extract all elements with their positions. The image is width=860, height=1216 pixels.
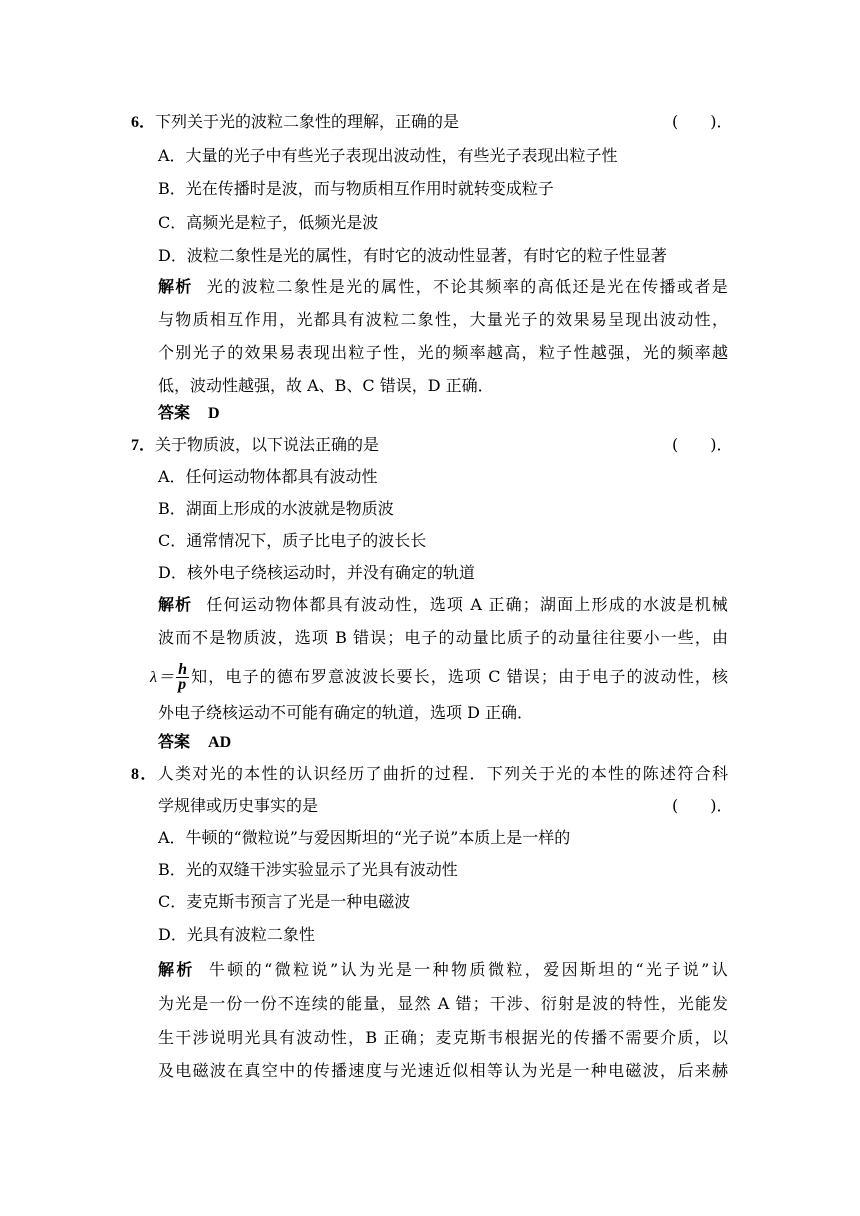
question-7-answer: 答案 AD <box>158 732 232 751</box>
question-8-explanation-line-3: 生干涉说明光具有波动性，B 正确；麦克斯韦根据光的传播不需要介质，以 <box>158 1028 728 1047</box>
question-8-option-c: C．麦克斯韦预言了光是一种电磁波 <box>158 892 411 911</box>
formula-fraction: $\frac{h}{p}$ <box>178 661 188 693</box>
question-8-explanation-line-1: 解析 牛顿的“微粒说”认为光是一种物质微粒，爱因斯坦的“光子说”认 <box>158 960 728 979</box>
question-6-option-b: B．光在传播时是波，而与物质相互作用时就转变成粒子 <box>158 179 554 198</box>
question-7-option-c: C．通常情况下，质子比电子的波长长 <box>158 531 427 550</box>
question-6-explanation-line-3: 个别光子的效果易表现出粒子性，光的频率越高，粒子性越强，光的频率越 <box>158 343 728 362</box>
question-8-explanation-line-2: 为光是一份一份不连续的能量，显然 A 错；干涉、衍射是波的特性，光能发 <box>158 994 728 1013</box>
question-6-explanation-line-1: 解析 光的波粒二象性是光的属性，不论其频率的高低还是光在传播或者是 <box>158 277 728 296</box>
question-7-explanation-line-2: 波而不是物质波，选项 B 错误；电子的动量比质子的动量往往要小一些，由 <box>158 628 728 647</box>
question-8-explanation-line-4: 及电磁波在真空中的传播速度与光速近似相等认为光是一种电磁波，后来赫 <box>158 1061 728 1080</box>
question-6-bracket: ( )． <box>672 112 733 131</box>
question-8-bracket: ( )． <box>672 796 733 815</box>
question-8-option-d: D．光具有波粒二象性 <box>158 925 315 944</box>
question-6-answer: 答案 D <box>158 403 220 422</box>
question-7-stem: 7．关于物质波，以下说法正确的是 <box>131 435 380 454</box>
question-6-stem: 6．下列关于光的波粒二象性的理解，正确的是 <box>131 112 460 131</box>
question-7-option-b: B．湖面上形成的水波就是物质波 <box>158 499 394 518</box>
formula-lambda: λ＝ <box>150 669 176 686</box>
question-6-option-c: C．高频光是粒子，低频光是波 <box>158 213 379 232</box>
question-7-bracket: ( )． <box>672 435 733 454</box>
question-8-stem-line-1: 8．人类对光的本性的认识经历了曲折的过程．下列关于光的本性的陈述符合科 <box>131 764 728 783</box>
question-7-explanation-line-1: 解析 任何运动物体都具有波动性，选项 A 正确；湖面上形成的水波是机械 <box>158 595 728 614</box>
question-7-option-a: A．任何运动物体都具有波动性 <box>158 467 378 486</box>
question-7-explanation-line-3: λ＝ $\frac{h}{p}$ 知，电子的德布罗意波波长要长，选项 C 错误；由于电子的波动性，核 <box>150 661 728 693</box>
question-6-option-a: A．大量的光子中有些光子表现出波动性，有些光子表现出粒子性 <box>158 146 618 165</box>
question-7-option-d: D．核外电子绕核运动时，并没有确定的轨道 <box>158 563 475 582</box>
question-8-option-a: A．牛顿的“微粒说”与爱因斯坦的“光子说”本质上是一样的 <box>158 828 571 847</box>
question-8-stem-line-2: 学规律或历史事实的是 <box>158 796 319 815</box>
question-6-option-d: D．波粒二象性是光的属性，有时它的波动性显著，有时它的粒子性显著 <box>158 246 667 265</box>
question-6-explanation-line-2: 与物质相互作用，光都具有波粒二象性，大量光子的效果易呈现出波动性， <box>158 310 728 329</box>
question-6-explanation-line-4: 低，波动性越强，故 A、B、C 错误，D 正确． <box>158 376 494 395</box>
question-7-explanation-line-4: 外电子绕核运动不可能有确定的轨道，选项 D 正确． <box>158 703 534 722</box>
question-8-option-b: B．光的双缝干涉实验显示了光具有波动性 <box>158 860 458 879</box>
